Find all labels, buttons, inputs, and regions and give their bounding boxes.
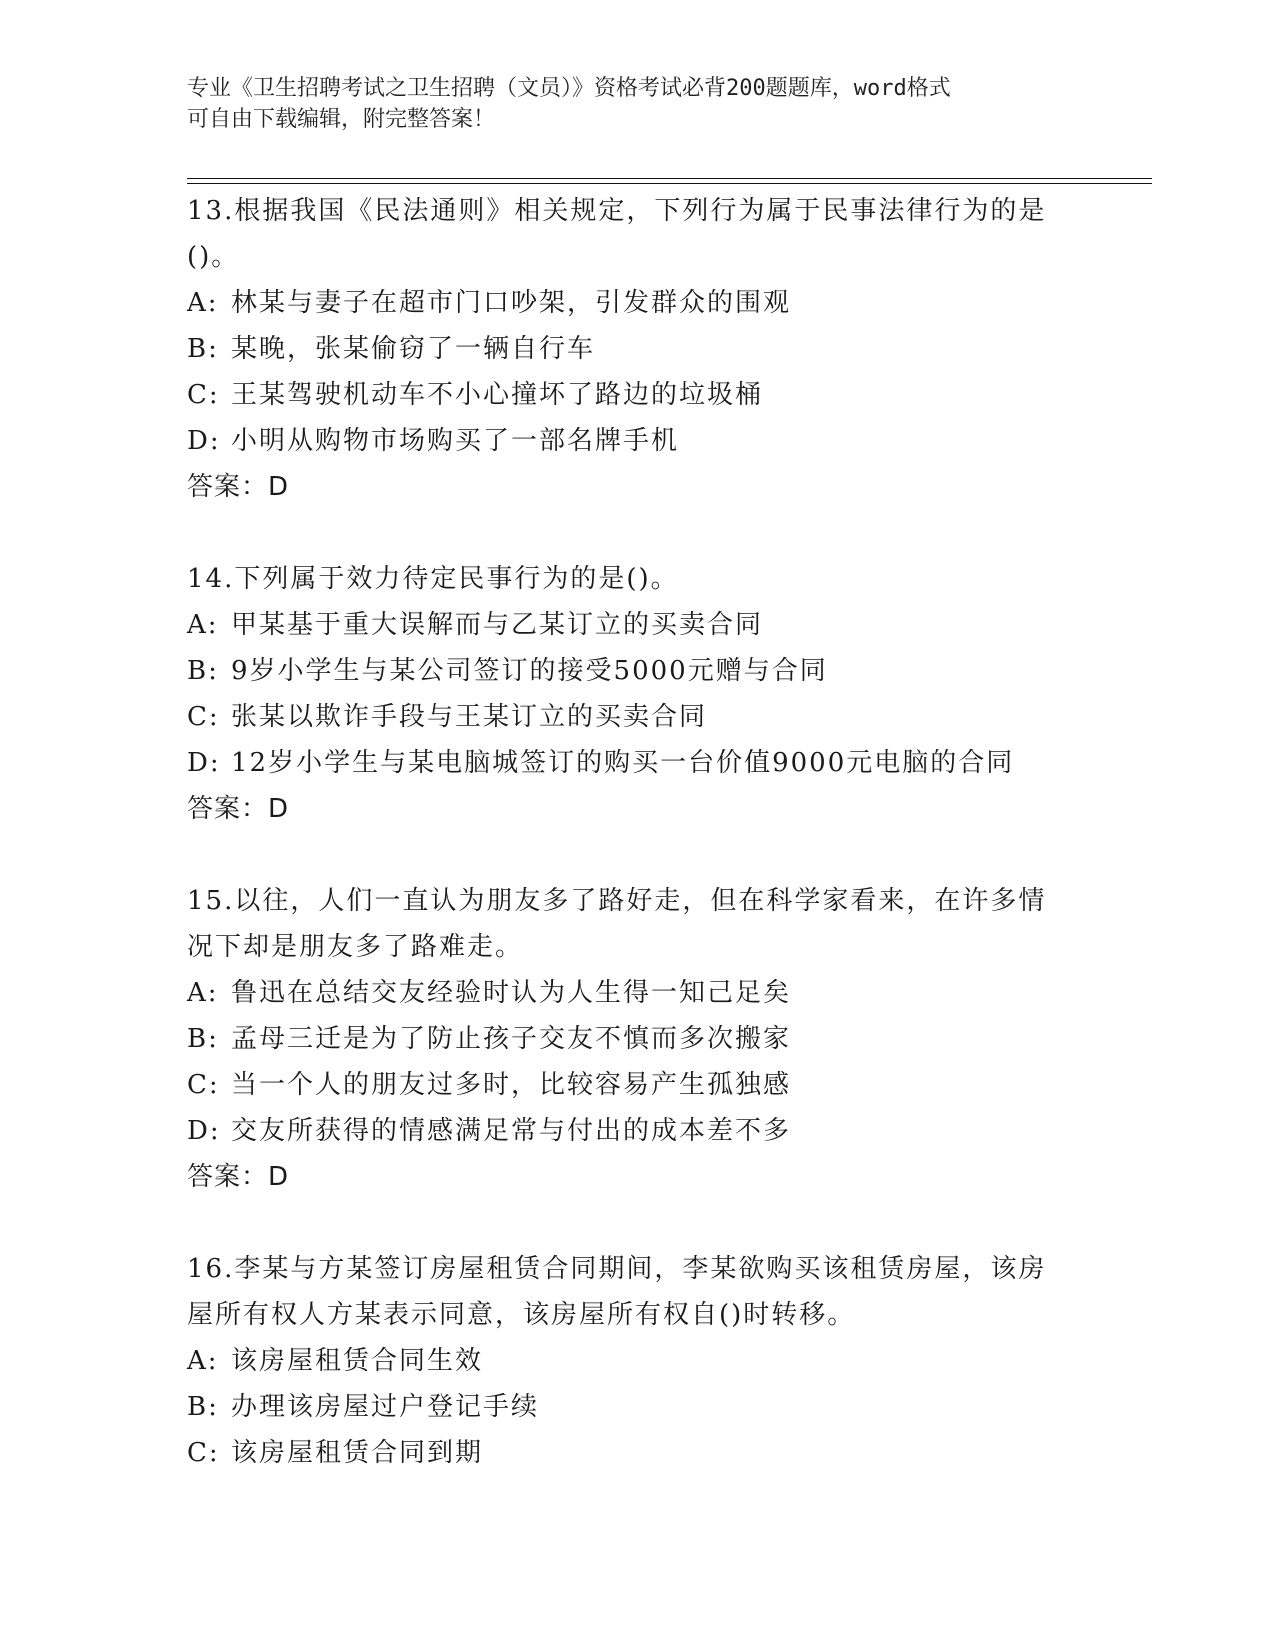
option-letter: C: [187, 380, 220, 410]
option-text: 当一个人的朋友过多时，比较容易产生孤独感 [231, 1070, 792, 1100]
header-divider-bottom [187, 183, 1152, 184]
option-text: 林某与妻子在超市门口吵架，引发群众的围观 [231, 288, 792, 318]
option-d [187, 740, 1077, 786]
answer-line: 答案：D [187, 794, 290, 824]
question-text-line: 屋所有权人方某表示同意，该房屋所有权自()时转移。 [187, 1300, 856, 1330]
option-a [187, 602, 1077, 648]
option-text: 该房屋租赁合同生效 [231, 1346, 484, 1376]
question-spacer [187, 510, 1077, 556]
option-b [187, 326, 1077, 372]
option-b [187, 1016, 1077, 1062]
option-d [187, 418, 1077, 464]
option-text: 张某以欺诈手段与王某订立的买卖合同 [231, 702, 708, 732]
option-letter: D: [187, 426, 221, 456]
option-letter: D: [187, 748, 221, 778]
option-c [187, 694, 1077, 740]
option-letter: B: [187, 334, 219, 364]
option-letter: B: [187, 1392, 219, 1422]
question-text-line: 15.以往，人们一直认为朋友多了路好走，但在科学家看来，在许多情 [187, 886, 1047, 916]
option-text: 办理该房屋过户登记手续 [231, 1392, 540, 1422]
option-a [187, 970, 1077, 1016]
option-letter: A: [187, 1346, 219, 1376]
option-text: 王某驾驶机动车不小心撞坏了路边的垃圾桶 [231, 380, 764, 410]
option-c [187, 1430, 1077, 1476]
option-text: 交友所获得的情感满足常与付出的成本差不多 [231, 1116, 792, 1146]
question-text-line: 14.下列属于效力待定民事行为的是()。 [187, 564, 679, 594]
option-b [187, 648, 1077, 694]
option-text: 12岁小学生与某电脑城签订的购买一台价值9000元电脑的合同 [231, 748, 1015, 778]
question-spacer [187, 832, 1077, 878]
option-letter: B: [187, 1024, 219, 1054]
question-text-line: 13.根据我国《民法通则》相关规定，下列行为属于民事法律行为的是 [187, 196, 1047, 226]
option-text: 孟母三迁是为了防止孩子交友不慎而多次搬家 [231, 1024, 792, 1054]
option-text: 9岁小学生与某公司签订的接受5000元赠与合同 [231, 656, 828, 686]
header-divider-top [187, 178, 1152, 179]
answer-line: 答案：D [187, 1162, 290, 1192]
question-16 [187, 1246, 1077, 1476]
header-line-1: 专业《卫生招聘考试之卫生招聘（文员）》资格考试必背200题题库，word格式 [187, 76, 951, 101]
option-letter: C: [187, 1438, 220, 1468]
option-a [187, 1338, 1077, 1384]
question-text-line: 16.李某与方某签订房屋租赁合同期间，李某欲购买该租赁房屋，该房 [187, 1254, 1047, 1284]
question-15 [187, 878, 1077, 1200]
option-letter: B: [187, 656, 219, 686]
question-13 [187, 188, 1077, 510]
option-letter: C: [187, 702, 220, 732]
question-14 [187, 556, 1077, 832]
option-d [187, 1108, 1077, 1154]
option-b [187, 1384, 1077, 1430]
option-text: 鲁迅在总结交友经验时认为人生得一知己足矣 [231, 978, 792, 1008]
option-letter: A: [187, 610, 219, 640]
option-letter: D: [187, 1116, 221, 1146]
question-text-line: 况下却是朋友多了路难走。 [187, 932, 524, 962]
header-line-2: 可自由下载编辑，附完整答案！ [187, 107, 496, 132]
option-letter: A: [187, 288, 219, 318]
option-text: 该房屋租赁合同到期 [231, 1438, 484, 1468]
question-spacer [187, 1200, 1077, 1246]
option-text: 某晚，张某偷窃了一辆自行车 [231, 334, 596, 364]
answer-line: 答案：D [187, 472, 290, 502]
option-a [187, 280, 1077, 326]
option-text: 甲某基于重大误解而与乙某订立的买卖合同 [231, 610, 764, 640]
question-text-line: ()。 [187, 242, 240, 272]
option-c [187, 372, 1077, 418]
question-list [187, 188, 1077, 1476]
option-letter: A: [187, 978, 219, 1008]
option-c [187, 1062, 1077, 1108]
document-header [187, 73, 1067, 135]
option-letter: C: [187, 1070, 220, 1100]
option-text: 小明从购物市场购买了一部名牌手机 [231, 426, 680, 456]
